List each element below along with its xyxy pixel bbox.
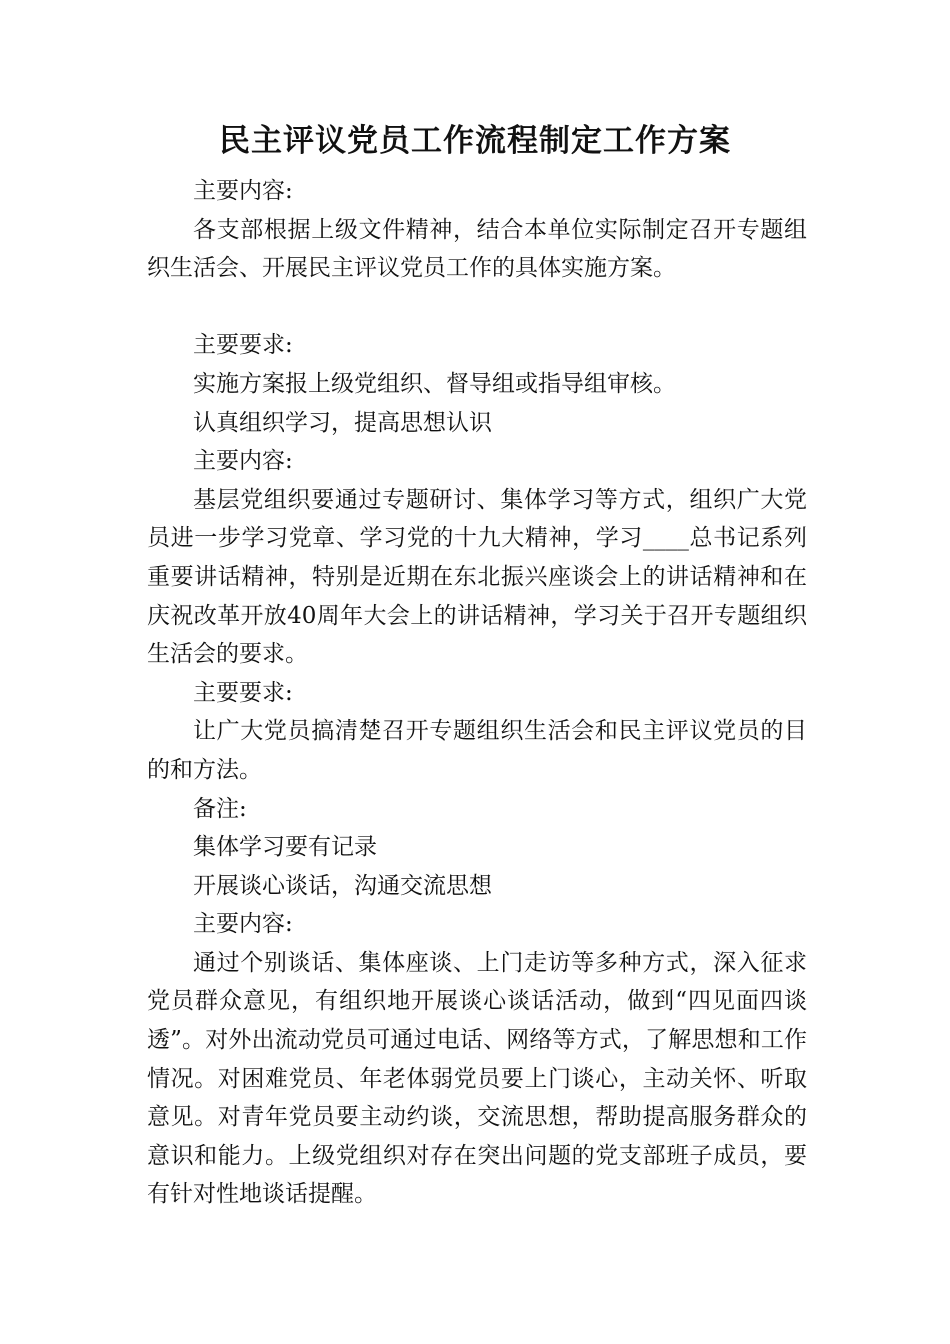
paragraph-study-records: 集体学习要有记录	[193, 834, 377, 861]
section-label-main-content: 主要内容:	[193, 911, 293, 938]
document-body	[147, 172, 807, 1214]
paragraph-implementation-plan: 各支部根据上级文件精神，结合本单位实际制定召开专题组织生活会、开展民主评议党员工作的具体实施方案。	[147, 216, 807, 282]
section-label-main-requirements: 主要要求:	[193, 332, 293, 359]
heading-heart-to-heart-talks: 开展谈心谈话，沟通交流思想	[193, 872, 492, 899]
paragraph-study-content: 基层党组织要通过专题研讨、集体学习等方式，组织广大党员进一步学习党章、学习党的十九大精神，学习____总书记系列重要讲话精神，特别是近期在东北振兴座谈会上的讲话精神和在庆祝改革开放40周年大会上的讲话精神，学习关于召开专题组织生活会的要求。	[147, 486, 807, 668]
paragraph-study-purpose: 让广大党员搞清楚召开专题组织生活会和民主评议党员的目的和方法。	[147, 718, 807, 783]
section-label-notes: 备注:	[193, 795, 247, 822]
section-label-main-content: 主要内容:	[193, 178, 293, 204]
paragraph-plan-review: 实施方案报上级党组织、督导组或指导组审核。	[193, 370, 676, 397]
paragraph-spacer	[147, 288, 807, 327]
heading-organize-study: 认真组织学习，提高思想认识	[193, 409, 492, 436]
section-label-main-content: 主要内容:	[193, 448, 293, 475]
document-title: 民主评议党员工作流程制定工作方案	[219, 123, 731, 159]
section-label-main-requirements: 主要要求:	[193, 679, 293, 706]
paragraph-talks-content: 通过个别谈话、集体座谈、上门走访等多种方式，深入征求党员群众意见，有组织地开展谈心谈话活动，做到“四见面四谈透”。对外出流动党员可通过电话、网络等方式，了解思想和工作情况。对困难党员、年老体弱党员要上门谈心，主动关怀、听取意见。对青年党员要主动约谈，交流思想，帮助提高服务群众的意识和能力。上级党组织对存在突出问题的党支部班子成员，要有针对性地谈话提醒。	[147, 949, 807, 1208]
